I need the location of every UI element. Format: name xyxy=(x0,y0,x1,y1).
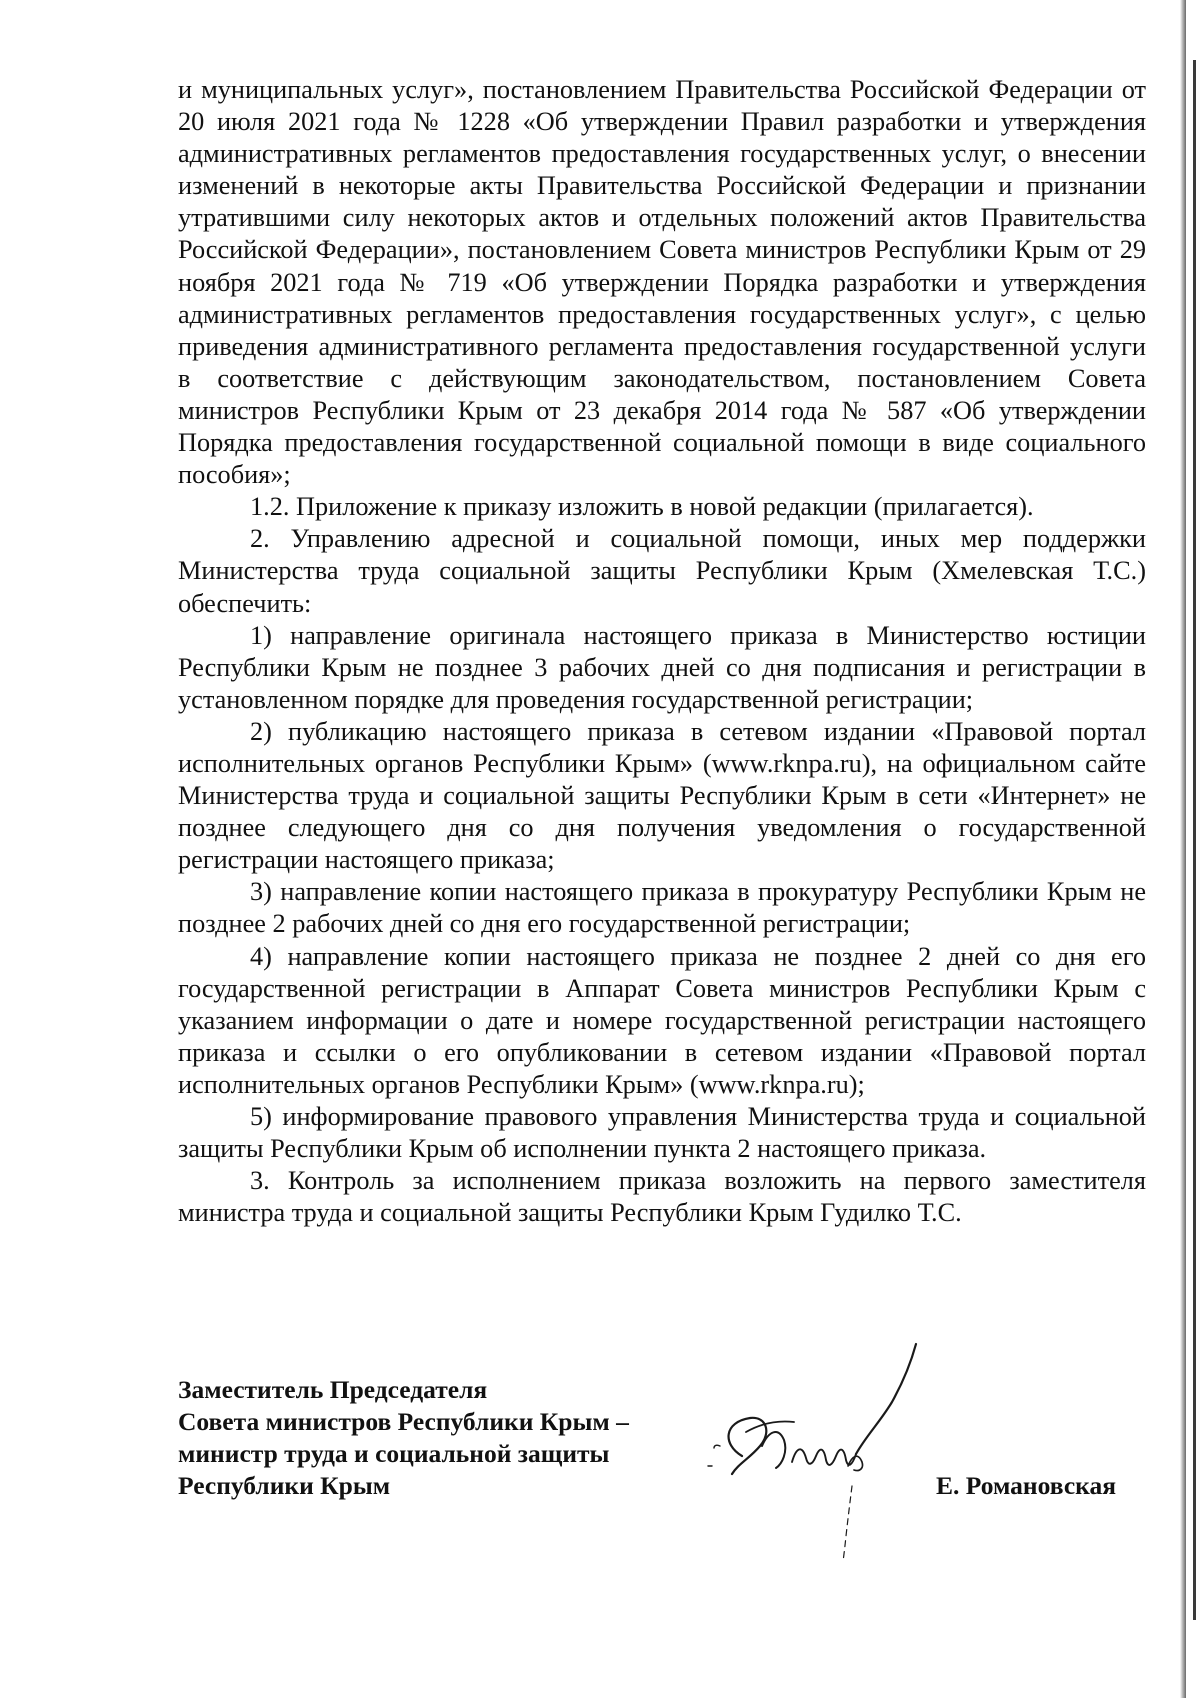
handwritten-signature xyxy=(702,1336,942,1566)
signer-position xyxy=(178,1374,629,1502)
document-body xyxy=(178,74,1146,1229)
signer-position-line: Республики Крым xyxy=(178,1471,391,1500)
paragraph-item-3: 3. Контроль за исполнением приказа возложить на первого заместителя министра труда и социальной защиты Республики Крым Гудилко Т.С. xyxy=(178,1166,1146,1228)
paragraph-subitem-3: 3) направление копии настоящего приказа в прокуратуру Республики Крым не позднее 2 рабочих дней со дня его государственной регистрации; xyxy=(178,877,1146,939)
paragraph-subitem-1: 1) направление оригинала настоящего приказа в Министерство юстиции Республики Крым не позднее 3 рабочих дней со дня подписания и регистрации в установленном порядке для проведения государственной регистрации; xyxy=(178,620,1146,714)
signer-position-line: министр труда и социальной защиты xyxy=(178,1439,610,1468)
signer-position-line: Заместитель Председателя xyxy=(178,1375,488,1404)
paragraph-intro-continuation: и муниципальных услуг», постановлением Правительства Российской Федерации от 20 июля 2021 года № 1228 «Об утверждении Правил разработки и утверждения административных регламентов предоставления государственных услуг, о внесении изменений в некоторые акты Правительства Российской Федерации и признании утратившими силу некоторых актов и отдельных положений актов Правительства Российской Федерации», постановлением Совета министров Республики Крым от 29 ноября 2021 года № 719 «Об утверждении Порядка разработки и утверждения административных регламентов предоставления государственных услуг», с целью приведения административного регламента предоставления государственной услуги в соответствие с действующим законодательством, постановлением Совета министров Республики Крым от 23 декабря 2014 года № 587 «Об утверждении Порядка предоставления государственной социальной помощи в виде социального пособия»; xyxy=(178,75,1146,490)
signer-name: Е. Романовская xyxy=(936,1471,1116,1500)
paragraph-item-1-2: 1.2. Приложение к приказу изложить в новой редакции (прилагается). xyxy=(250,492,1034,522)
paragraph-subitem-2: 2) публикацию настоящего приказа в сетевом издании «Правовой портал исполнительных органов Республики Крым» (www.rknpa.ru), на официальном сайте Министерства труда и социальной защиты Республики Крым в сети «Интернет» не позднее следующего дня со дня получения уведомления о государственной регистрации настоящего приказа; xyxy=(178,716,1146,875)
signer-position-line: Совета министров Республики Крым – xyxy=(178,1407,629,1436)
scan-edge-shadow xyxy=(1180,0,1186,1698)
signature-block xyxy=(178,1374,1146,1504)
scan-edge-line xyxy=(1193,60,1196,1620)
paragraph-subitem-5: 5) информирование правового управления Министерства труда и социальной защиты Республики Крым об исполнении пункта 2 настоящего приказа. xyxy=(178,1102,1146,1164)
paragraph-subitem-4: 4) направление копии настоящего приказа не позднее 2 дней со дня его государственной регистрации в Аппарат Совета министров Республики Крым с указанием информации о дате и номере государственной регистрации настоящего приказа и ссылки о его опубликовании в сетевом издании «Правовой портал исполнительных органов Республики Крым» (www.rknpa.ru); xyxy=(178,941,1146,1099)
paragraph-item-2: 2. Управлению адресной и социальной помощи, иных мер поддержки Министерства труда социальной защиты Республики Крым (Хмелевская Т.С.) обеспечить: xyxy=(178,524,1146,618)
